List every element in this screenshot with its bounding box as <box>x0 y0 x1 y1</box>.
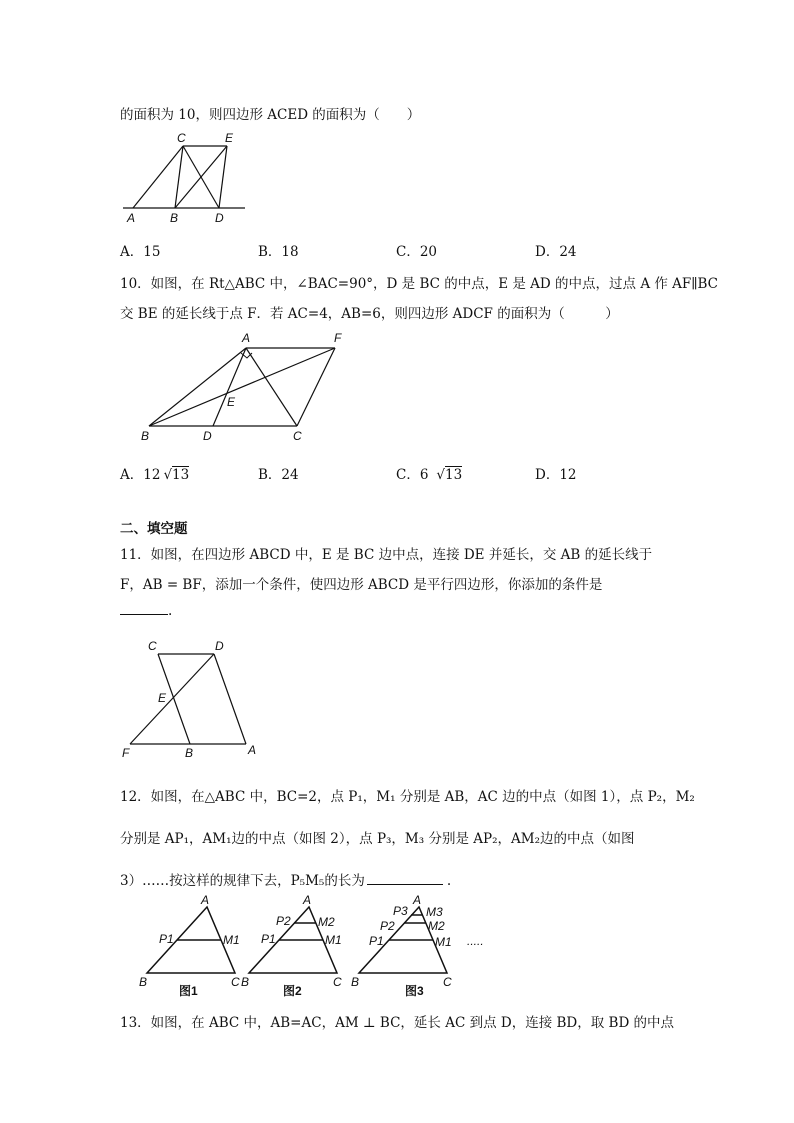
q12-fig2-label-M1: M1 <box>325 933 342 947</box>
q12-fig1-label-C: C <box>231 975 240 989</box>
q9-edge-ED <box>219 146 227 208</box>
q12-fig3-label-M2: M2 <box>428 919 445 933</box>
q11-line1: 11．如图，在四边形 ABCD 中，E 是 BC 边中点，连接 DE 并延长，交 AB 的延长线于 <box>120 547 653 563</box>
q10-option-c-radicand: 13 <box>445 467 463 483</box>
q9-label-A: A <box>127 211 136 225</box>
q10-line2: 交 BE 的延长线于点 F．若 AC=4，AB=6，则四边形 ADCF 的面积为（ ） <box>120 306 619 322</box>
q12-fig1-label-P1: P1 <box>159 932 174 946</box>
q12-fig1-label-M1: M1 <box>223 933 240 947</box>
q9-option-d: D．24 <box>535 244 577 260</box>
q12-fig3-label-P3: P3 <box>393 904 408 918</box>
q9-edge-BE <box>175 146 227 208</box>
q9-label-D: D <box>215 211 224 225</box>
q12-fig2-label-M2: M2 <box>318 915 335 929</box>
q9-option-c: C．20 <box>396 244 438 260</box>
q9-label-C: C <box>177 131 186 145</box>
q12-ellipsis: ..... <box>467 934 484 948</box>
q12-fig2-label-P1: P1 <box>261 932 276 946</box>
q10-label-C: C <box>293 429 302 443</box>
q9-option-a: A．15 <box>120 244 161 260</box>
q10-label-D: D <box>203 429 212 443</box>
q12-line2: 分别是 AP₁，AM₁边的中点（如图 2），点 P₃，M₃ 分别是 AP₂，AM₂边的中点（如图 <box>120 831 635 847</box>
q12-fig3-label-M1: M1 <box>435 935 452 949</box>
q12-figure-3 <box>351 893 484 998</box>
q12-fig3-label-B: B <box>351 975 360 989</box>
q12-fig2-label-A: A <box>303 893 312 907</box>
q12-fig2-label-P2: P2 <box>276 914 291 928</box>
q10-line1: 10．如图，在 Rt△ABC 中，∠BAC=90°，D 是 BC 的中点，E 是 AD 的中点，过点 A 作 AF∥BC <box>120 276 719 292</box>
q10-figure <box>135 328 355 446</box>
q12-fig3-label-P1: P1 <box>369 934 384 948</box>
q10-edge-FC <box>297 348 335 426</box>
q9-figure <box>115 128 250 228</box>
q10-edge-AC <box>246 348 297 426</box>
q11-label-B: B <box>185 746 194 760</box>
q10-option-a <box>120 463 189 483</box>
q11-label-F: F <box>122 746 130 760</box>
q12-fig2-label-C: C <box>333 975 342 989</box>
q10-option-c <box>396 463 462 483</box>
q10-option-a-sqrt: √13 <box>163 467 190 483</box>
q11-answer-blank[interactable] <box>120 602 168 615</box>
q11-edge-DA <box>214 654 246 744</box>
q10-option-a-radicand: 13 <box>172 467 190 483</box>
q12-caption-2: 图2 <box>283 984 302 998</box>
q12-figure-2 <box>241 893 342 998</box>
q9-edge-AC <box>133 146 183 208</box>
q12-fig1-label-A: A <box>201 893 210 907</box>
q9-label-E: E <box>225 131 234 145</box>
q10-edge-BA <box>149 348 246 426</box>
q9-text: 的面积为 10，则四边形 ACED 的面积为（ ） <box>120 107 421 123</box>
q11-figure <box>118 636 263 762</box>
q12-line3-end: . <box>446 873 452 889</box>
q10-option-a-text: A．12 <box>120 467 161 483</box>
q11-label-E: E <box>158 691 167 705</box>
q12-line3-text: 3）……按这样的规律下去，P₅M₅的长为 <box>120 873 365 889</box>
q11-edge-DF <box>130 654 214 744</box>
q12-caption-1: 图1 <box>179 984 198 998</box>
section-title-fill-blank: 二、填空题 <box>120 521 188 537</box>
q12-line1: 12．如图，在△ABC 中，BC=2，点 P₁，M₁ 分别是 AB，AC 边的中点（如图 1），点 P₂，M₂ <box>120 789 695 805</box>
q12-fig3-label-P2: P2 <box>380 919 395 933</box>
q12-figures <box>135 893 495 1001</box>
q10-option-c-text: C．6 <box>396 467 429 483</box>
q10-option-c-sqrt: √13 <box>436 467 463 483</box>
q12-fig3-label-C: C <box>443 975 452 989</box>
q10-label-A: A <box>242 331 251 345</box>
q12-figure-1 <box>139 893 240 998</box>
q10-option-d: D．12 <box>535 467 577 483</box>
q9-option-b: B．18 <box>258 244 299 260</box>
q10-label-E: E <box>227 395 236 409</box>
q10-edge-BF <box>149 348 335 426</box>
q11-line3-end: . <box>168 603 173 619</box>
q12-line3 <box>120 869 451 889</box>
q11-label-D: D <box>215 639 224 653</box>
q12-fig2-label-B: B <box>241 975 250 989</box>
q12-caption-3: 图3 <box>405 984 424 998</box>
q12-fig3-label-M3: M3 <box>426 905 443 919</box>
q9-label-B: B <box>170 211 179 225</box>
q11-line3 <box>120 602 172 619</box>
q10-label-B: B <box>141 429 150 443</box>
q11-label-A: A <box>248 743 257 757</box>
q11-label-C: C <box>148 639 157 653</box>
q10-label-F: F <box>334 331 342 345</box>
q10-option-b: B．24 <box>258 467 299 483</box>
q12-answer-blank[interactable] <box>367 872 443 885</box>
q12-fig3-label-A: A <box>413 893 422 907</box>
q11-line2: F，AB = BF，添加一个条件，使四边形 ABCD 是平行四边形，你添加的条件是 <box>120 577 603 593</box>
q13-line1: 13．如图，在 ABC 中，AB=AC，AM ⊥ BC，延长 AC 到点 D，连接 BD，取 BD 的中点 <box>120 1015 675 1031</box>
q12-fig1-label-B: B <box>139 975 148 989</box>
